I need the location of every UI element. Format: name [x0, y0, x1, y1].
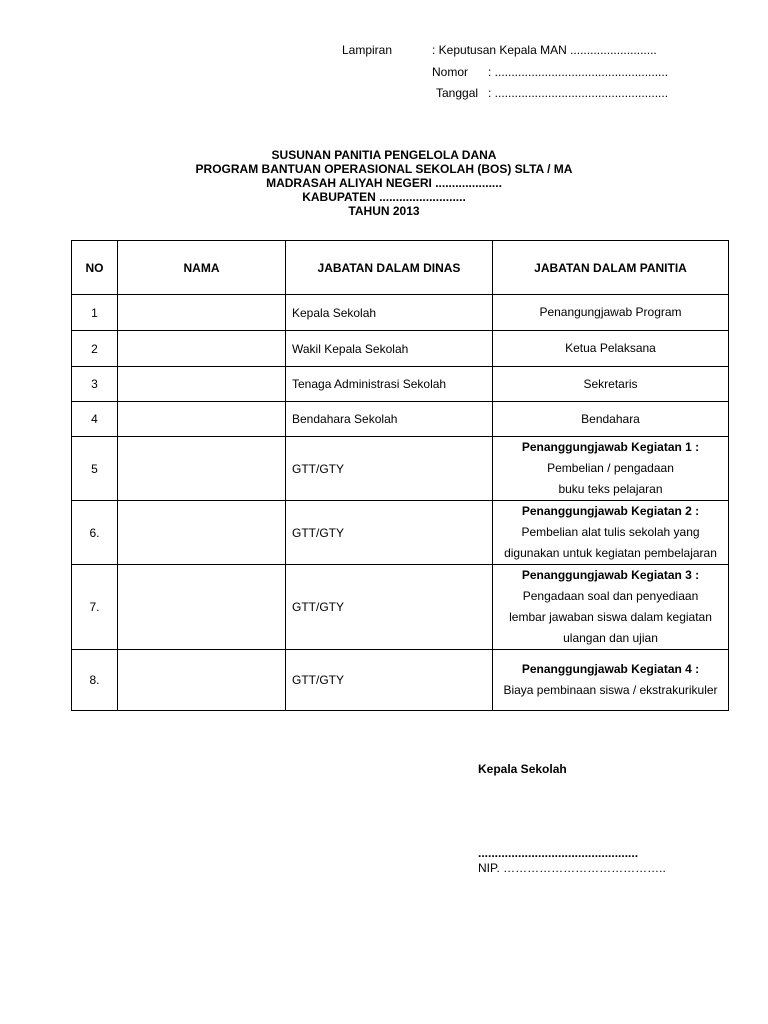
- cell-nama: [118, 437, 286, 501]
- doc-title-line4: KABUPATEN ..........................: [302, 190, 466, 204]
- cell-jabatan-panitia: [493, 331, 729, 367]
- doc-title-line1: SUSUNAN PANITIA PENGELOLA DANA: [271, 148, 497, 162]
- header-jabatan-dinas: JABATAN DALAM DINAS: [286, 241, 493, 295]
- panitia-line: Bendahara: [581, 411, 640, 426]
- cell-nama: [118, 331, 286, 367]
- cell-jabatan-dinas: Wakil Kepala Sekolah: [286, 331, 493, 367]
- panitia-line: Biaya pembinaan siswa / ekstrakurikuler: [503, 683, 718, 697]
- panitia-title: Penanggungjawab Kegiatan 4 :: [521, 662, 700, 676]
- cell-no: 2: [72, 331, 118, 367]
- panitia-title: Penanggungjawab Kegiatan 1 :: [521, 440, 700, 454]
- tanggal-value: : ....................................................: [488, 86, 669, 100]
- cell-nama: [118, 501, 286, 565]
- cell-jabatan-panitia: [493, 565, 729, 650]
- cell-nama: [118, 650, 286, 711]
- table-row: [72, 331, 729, 367]
- tanggal-label: Tanggal: [436, 86, 479, 100]
- cell-no: 7.: [72, 565, 118, 650]
- cell-nama: [118, 367, 286, 402]
- header-jabatan-panitia: JABATAN DALAM PANITIA: [493, 241, 729, 295]
- signature-title: Kepala Sekolah: [478, 762, 567, 776]
- cell-no: 8.: [72, 650, 118, 711]
- table-row: [72, 402, 729, 437]
- panitia-line: Pembelian alat tulis sekolah yang: [521, 525, 700, 539]
- cell-jabatan-panitia: [493, 650, 729, 711]
- lampiran-value: : Keputusan Kepala MAN ..........................: [432, 43, 657, 57]
- nomor-label: Nomor: [432, 65, 469, 79]
- doc-title-line5: TAHUN 2013: [348, 204, 420, 218]
- header-nama: NAMA: [118, 241, 286, 295]
- cell-no: 1: [72, 295, 118, 331]
- table-row: [72, 650, 729, 711]
- cell-jabatan-dinas: Bendahara Sekolah: [286, 402, 493, 437]
- panitia-line: Pembelian / pengadaan: [547, 461, 674, 475]
- table-row: [72, 367, 729, 402]
- cell-no: 3: [72, 367, 118, 402]
- table-row: [72, 565, 729, 650]
- cell-nama: [118, 402, 286, 437]
- cell-jabatan-panitia: [493, 402, 729, 437]
- cell-jabatan-panitia: [493, 295, 729, 331]
- table-row: [72, 437, 729, 501]
- cell-jabatan-dinas: Tenaga Administrasi Sekolah: [286, 367, 493, 402]
- panitia-title: Penanggungjawab Kegiatan 2 :: [521, 504, 700, 518]
- cell-jabatan-dinas: Kepala Sekolah: [286, 295, 493, 331]
- cell-jabatan-dinas: GTT/GTY: [286, 565, 493, 650]
- cell-no: 4: [72, 402, 118, 437]
- cell-jabatan-dinas: GTT/GTY: [286, 437, 493, 501]
- cell-jabatan-panitia: [493, 367, 729, 402]
- panitia-line: buku teks pelajaran: [558, 482, 663, 496]
- cell-jabatan-panitia: [493, 437, 729, 501]
- table-row: [72, 295, 729, 331]
- cell-no: 5: [72, 437, 118, 501]
- committee-table: [71, 240, 729, 711]
- panitia-line: Penangungjawab Program: [539, 305, 682, 319]
- cell-nama: [118, 295, 286, 331]
- cell-no: 6.: [72, 501, 118, 565]
- table-row: [72, 501, 729, 565]
- panitia-line: digunakan untuk kegiatan pembelajaran: [504, 546, 717, 560]
- panitia-line: Ketua Pelaksana: [565, 341, 656, 355]
- header-no: NO: [72, 241, 118, 295]
- lampiran-label: Lampiran: [342, 43, 393, 57]
- panitia-line: Sekretaris: [583, 376, 638, 391]
- cell-jabatan-panitia: [493, 501, 729, 565]
- table-header-row: [72, 241, 729, 295]
- doc-title-line3: MADRASAH ALIYAH NEGERI ....................: [266, 176, 502, 190]
- panitia-line: ulangan dan ujian: [563, 631, 658, 645]
- signature-nip: NIP. …………………………………..: [478, 861, 666, 875]
- doc-title-line2: PROGRAM BANTUAN OPERASIONAL SEKOLAH (BOS) SLTA / MA: [195, 162, 573, 176]
- cell-jabatan-dinas: GTT/GTY: [286, 650, 493, 711]
- panitia-line: lembar jawaban siswa dalam kegiatan: [509, 610, 712, 624]
- cell-nama: [118, 565, 286, 650]
- panitia-line: Pengadaan soal dan penyediaan: [522, 589, 699, 603]
- panitia-title: Penanggungjawab Kegiatan 3 :: [521, 568, 700, 582]
- nomor-value: : ....................................................: [488, 65, 669, 79]
- cell-jabatan-dinas: GTT/GTY: [286, 501, 493, 565]
- signature-name-line: ................................................: [478, 846, 639, 860]
